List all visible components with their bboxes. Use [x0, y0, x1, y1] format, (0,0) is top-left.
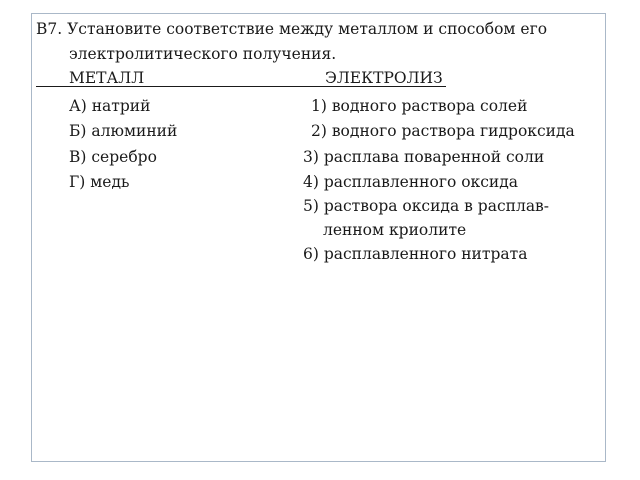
method-item-2: 2) водного раствора гидроксида: [311, 122, 575, 140]
method-item-5: 5) раствора оксида в расплав-: [303, 197, 550, 215]
method-item-3: 3) расплава поваренной соли: [303, 148, 545, 166]
metal-item-c: В) серебро: [69, 148, 157, 166]
metal-item-a: А) натрий: [69, 97, 151, 115]
method-item-5-continuation: ленном криолите: [323, 221, 467, 239]
metal-item-d: Г) медь: [69, 173, 130, 191]
method-item-6: 6) расплавленного нитрата: [303, 245, 528, 263]
header-metal: МЕТАЛЛ: [69, 69, 145, 87]
header-electrolysis: ЭЛЕКТРОЛИЗ: [325, 69, 443, 87]
metal-item-b: Б) алюминий: [69, 122, 178, 140]
method-item-4: 4) расплавленного оксида: [303, 173, 519, 191]
task-title-line1: В7. Установите соответствие между металлом и способом его: [36, 20, 548, 38]
task-title-line2: электролитического получения.: [69, 45, 337, 63]
method-item-1: 1) водного раствора солей: [311, 97, 528, 115]
